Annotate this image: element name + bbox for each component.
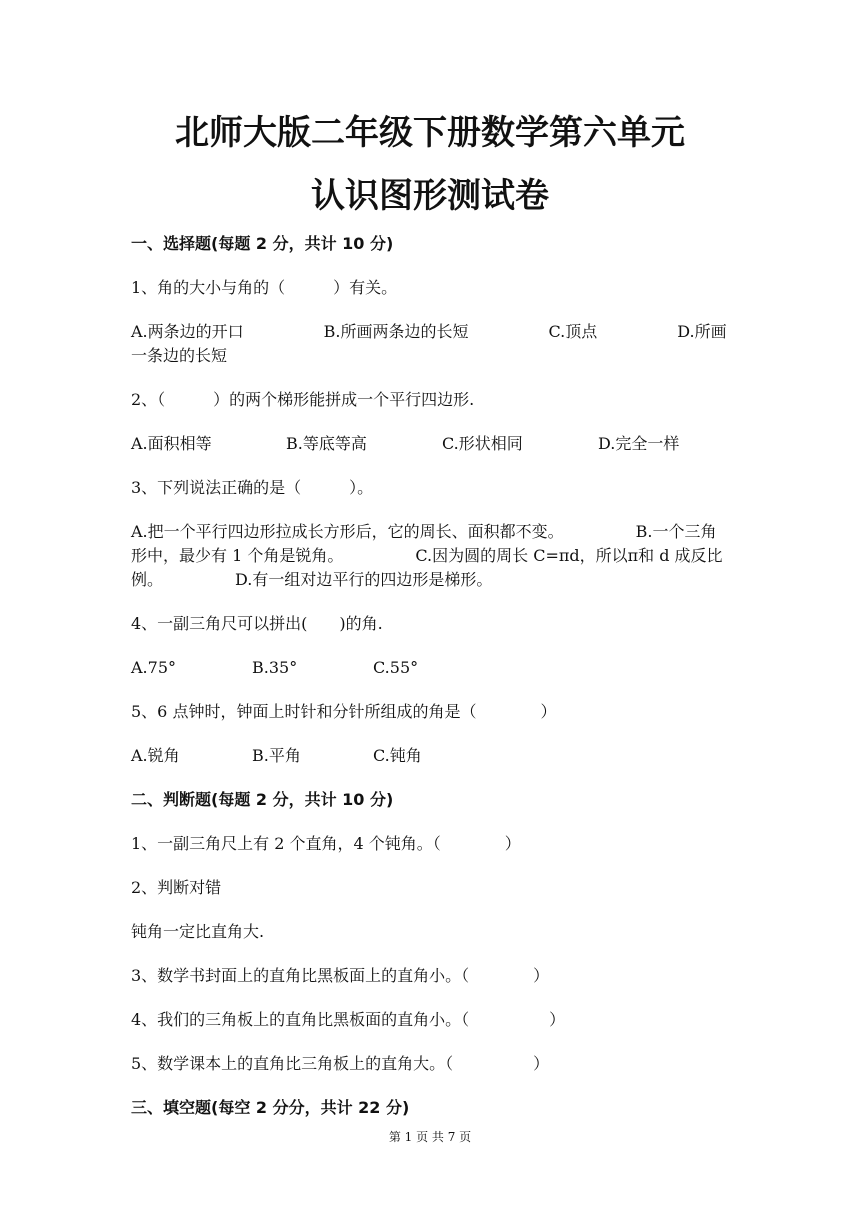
option-d: D.完全一样 [598,434,680,453]
section-heading-fill: 三、填空题(每空 2 分分，共计 22 分) [131,1098,410,1117]
option-b: B.35° [252,658,298,677]
question-1-options: A.两条边的开口 B.所画两条边的长短 C.顶点 D.所画一条边的长短 [131,322,727,365]
question-5-stem: 5、6 点钟时，钟面上时针和分针所组成的角是（ ） [131,702,557,721]
title-line-2: 认识图形测试卷 [311,176,549,216]
question-2-stem: 2、（ ）的两个梯形能拼成一个平行四边形. [131,390,475,409]
judge-1: 1、一副三角尺上有 2 个直角，4 个钝角。（ ） [131,834,521,853]
question-3-options: A.把一个平行四边形拉成长方形后，它的周长、面积都不变。 B.一个三角形中，最少有 1 个角是锐角。 C.因为圆的周长 C=πd，所以π和 d 成反比例。 D.有一组对边平行的四边形是梯形。 [131,522,723,589]
judge-2-statement: 钝角一定比直角大. [131,922,265,941]
option-c: C.形状相同 [442,434,523,453]
question-3-stem: 3、下列说法正确的是（ ）。 [131,478,374,497]
option-a: A.75° [131,658,176,677]
option-b: B.平角 [252,746,301,765]
judge-2: 2、判断对错 [131,878,222,897]
option-b: B.等底等高 [286,434,367,453]
question-4-options [131,656,728,680]
question-1-stem: 1、角的大小与角的（ ）有关。 [131,278,398,297]
section-heading-judge: 二、判断题(每题 2 分，共计 10 分) [131,790,394,809]
option-c: C.55° [373,658,419,677]
option-a: A.面积相等 [131,434,212,453]
page-footer: 第 1 页 共 7 页 [388,1130,472,1144]
judge-4: 4、我们的三角板上的直角比黑板面的直角小。（ ） [131,1010,566,1029]
option-c: C.钝角 [373,746,422,765]
question-4-stem: 4、一副三角尺可以拼出( )的角. [131,614,383,633]
judge-5: 5、数学课本上的直角比三角板上的直角大。（ ） [131,1054,550,1073]
content [131,232,728,1140]
question-2-options [131,432,728,456]
title-line-1: 北师大版二年级下册数学第六单元 [175,113,685,153]
question-5-options [131,744,728,768]
section-heading-choice: 一、选择题(每题 2 分，共计 10 分) [131,234,394,253]
judge-3: 3、数学书封面上的直角比黑板面上的直角小。（ ） [131,966,550,985]
option-a: A.锐角 [131,746,180,765]
